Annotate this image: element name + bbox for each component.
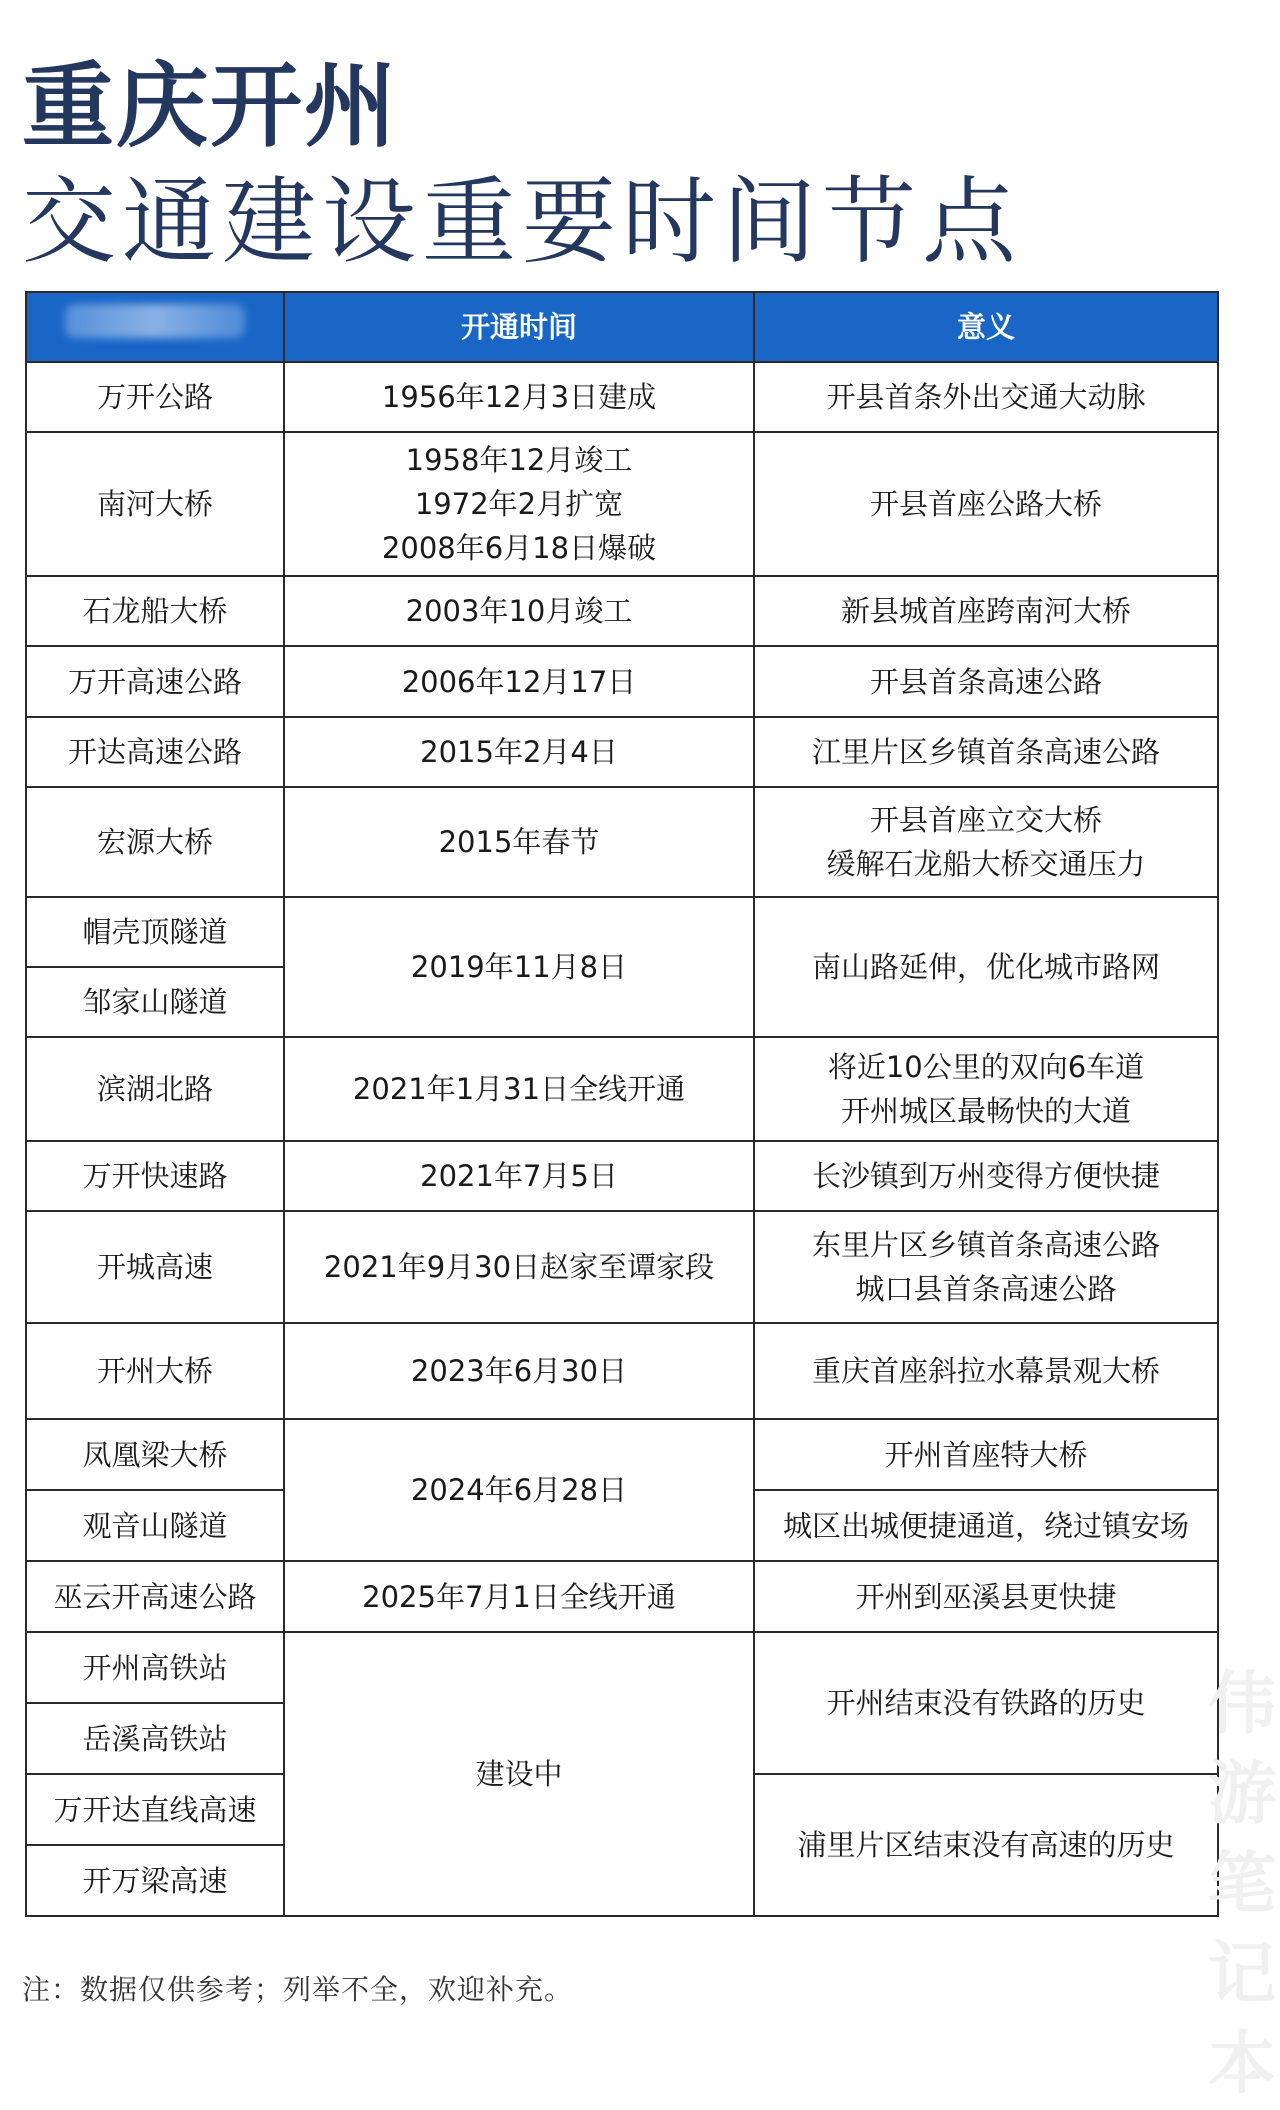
open-time: 1956年12月3日建成 [284, 362, 754, 432]
time-line: 1958年12月竣工 [405, 443, 633, 477]
open-time: 2023年6月30日 [284, 1323, 754, 1419]
table-row [26, 362, 1218, 432]
meaning: 城区出城便捷通道，绕过镇安场 [754, 1490, 1218, 1561]
header-meaning: 意义 [754, 292, 1218, 362]
project-name: 宏源大桥 [26, 787, 284, 897]
timeline-table [25, 291, 1219, 1917]
project-name: 岳溪高铁站 [26, 1703, 284, 1774]
open-time: 2015年春节 [284, 787, 754, 897]
project-name: 开达高速公路 [26, 717, 284, 787]
project-name: 邹家山隧道 [26, 967, 284, 1037]
project-name: 滨湖北路 [26, 1037, 284, 1141]
meaning: 开州到巫溪县更快捷 [754, 1561, 1218, 1632]
table-row [26, 897, 1218, 967]
table-row [26, 1037, 1218, 1141]
header-project-blurred [26, 292, 284, 362]
open-time: 2021年9月30日赵家至谭家段 [284, 1211, 754, 1323]
meaning: 重庆首座斜拉水幕景观大桥 [754, 1323, 1218, 1419]
meaning: 浦里片区结束没有高速的历史 [754, 1774, 1218, 1916]
project-name: 南河大桥 [26, 432, 284, 576]
meaning: 南山路延伸，优化城市路网 [754, 897, 1218, 1037]
project-name: 万开高速公路 [26, 646, 284, 717]
footnote: 注：数据仅供参考；列举不全，欢迎补充。 [22, 1973, 574, 2006]
meaning-line: 缓解石龙船大桥交通压力 [826, 847, 1146, 881]
open-time: 建设中 [284, 1632, 754, 1916]
project-name: 万开快速路 [26, 1141, 284, 1211]
page-title: 重庆开州 [22, 53, 399, 160]
open-time: 2025年7月1日全线开通 [284, 1561, 754, 1632]
open-time: 2015年2月4日 [284, 717, 754, 787]
project-name: 观音山隧道 [26, 1490, 284, 1561]
project-name: 巫云开高速公路 [26, 1561, 284, 1632]
meaning: 江里片区乡镇首条高速公路 [754, 717, 1218, 787]
open-time: 2019年11月8日 [284, 897, 754, 1037]
meaning: 开州结束没有铁路的历史 [754, 1632, 1218, 1774]
table-row [26, 646, 1218, 717]
open-time [284, 432, 754, 576]
table-row [26, 1323, 1218, 1419]
project-name: 开州高铁站 [26, 1632, 284, 1703]
watermark: 伟游笔记本 [1207, 1665, 1276, 2104]
time-line: 2008年6月18日爆破 [381, 531, 657, 565]
project-name: 万开公路 [26, 362, 284, 432]
meaning [754, 1211, 1218, 1323]
table-row [26, 1419, 1218, 1490]
table-row [26, 432, 1218, 576]
table-row [26, 717, 1218, 787]
meaning: 新县城首座跨南河大桥 [754, 576, 1218, 646]
open-time: 2021年7月5日 [284, 1141, 754, 1211]
open-time: 2021年1月31日全线开通 [284, 1037, 754, 1141]
open-time: 2006年12月17日 [284, 646, 754, 717]
project-name: 帽壳顶隧道 [26, 897, 284, 967]
table-row [26, 576, 1218, 646]
meaning: 开州首座特大桥 [754, 1419, 1218, 1490]
project-name: 万开达直线高速 [26, 1774, 284, 1845]
meaning: 开县首座公路大桥 [754, 432, 1218, 576]
meaning-line: 开州城区最畅快的大道 [840, 1094, 1131, 1128]
meaning-line: 将近10公里的双向6车道 [827, 1050, 1145, 1084]
project-name: 开州大桥 [26, 1323, 284, 1419]
header-open-time: 开通时间 [284, 292, 754, 362]
meaning: 开县首条高速公路 [754, 646, 1218, 717]
project-name: 石龙船大桥 [26, 576, 284, 646]
table-row [26, 1211, 1218, 1323]
project-name: 开城高速 [26, 1211, 284, 1323]
table-row [26, 1632, 1218, 1703]
open-time: 2003年10月竣工 [284, 576, 754, 646]
meaning-line: 城口县首条高速公路 [855, 1272, 1117, 1306]
table-header-row [26, 292, 1218, 362]
project-name: 凤凰梁大桥 [26, 1419, 284, 1490]
project-name: 开万梁高速 [26, 1845, 284, 1916]
page-subtitle: 交通建设重要时间节点 [22, 168, 1023, 277]
meaning [754, 787, 1218, 897]
meaning-line: 东里片区乡镇首条高速公路 [811, 1228, 1160, 1262]
open-time: 2024年6月28日 [284, 1419, 754, 1561]
meaning [754, 1037, 1218, 1141]
meaning-line: 开县首座立交大桥 [869, 803, 1102, 837]
meaning: 开县首条外出交通大动脉 [754, 362, 1218, 432]
meaning: 长沙镇到万州变得方便快捷 [754, 1141, 1218, 1211]
table-row [26, 1141, 1218, 1211]
time-line: 1972年2月扩宽 [414, 487, 624, 521]
table-row [26, 1561, 1218, 1632]
blurred-label [65, 304, 245, 338]
table-row [26, 787, 1218, 897]
